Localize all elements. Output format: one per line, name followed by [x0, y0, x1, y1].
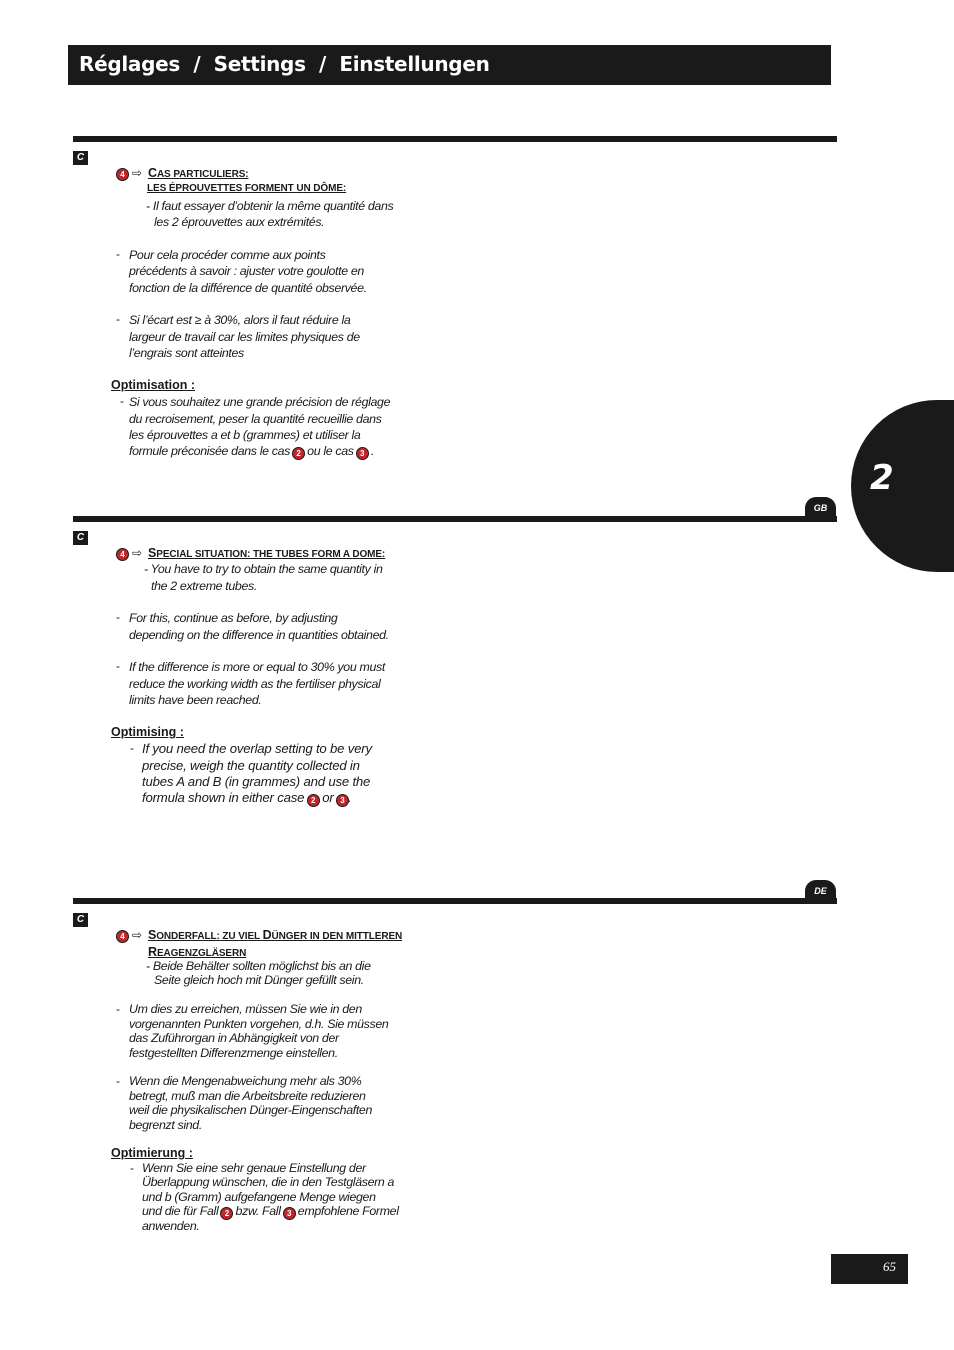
gb-opt-line2: precise, weigh the quantity collected in: [142, 758, 360, 773]
de-b1-line2: vorgenannten Punkten vorgehen, d.h. Sie müssen: [129, 1017, 389, 1031]
bullet-dash: -: [116, 1002, 120, 1016]
gb-intro-line1: - You have to try to obtain the same quantity in: [144, 562, 383, 576]
de-b2-line3: weil die physikalischen Dünger-Eingenschaften: [129, 1103, 373, 1117]
bullet-dash: -: [116, 659, 120, 673]
gb-heading: SPECIAL SITUATION: THE TUBES FORM A DOME:: [148, 546, 386, 560]
case-badge: 2: [221, 1208, 232, 1219]
bullet-dash: -: [116, 610, 120, 624]
de-opt-line1: Wenn Sie eine sehr genaue Einstellung der: [142, 1161, 366, 1175]
de-opt-line4: und die für Fall 2 bzw. Fall 3 empfohlene Formel: [142, 1204, 399, 1218]
bullet-dash: -: [130, 741, 134, 755]
de-b1-line1: Um dies zu erreichen, müssen Sie wie in den: [129, 1002, 362, 1016]
fr-b2-line2: largeur de travail car les limites physiques de: [129, 330, 360, 344]
fr-opt-line2: du recroisement, peser la quantité recueillie dans: [129, 412, 382, 426]
step-badge-fr: 4: [117, 169, 128, 180]
fr-b2-line1: Si l’écart est ≥ à 30%, alors il faut réduire la: [129, 313, 351, 327]
de-optimierung-heading: Optimierung :: [111, 1146, 193, 1160]
arrow-right-icon: ⇨: [132, 928, 143, 942]
arrow-right-icon: ⇨: [132, 166, 143, 180]
de-heading-line1: SONDERFALL: ZU VIEL DÜNGER IN DEN MITTLEREN: [148, 928, 403, 942]
case-badge: 3: [337, 795, 348, 806]
section-letter-de: C: [73, 913, 88, 927]
section-letter-fr: C: [73, 151, 88, 165]
de-opt-line2: Überlappung wünschen, die in den Testgläsern a: [142, 1175, 395, 1189]
fr-optimisation-heading: Optimisation :: [111, 378, 196, 392]
bullet-dash: -: [130, 1161, 134, 1175]
de-heading-line2: REAGENZGLÄSERN: [148, 945, 247, 959]
page-header: [68, 45, 831, 85]
fr-heading-line2: LES ÉPROUVETTES FORMENT UN DÔME:: [147, 183, 347, 194]
de-b2-line2: betregt, muß man die Arbeitsbreite reduzieren: [129, 1089, 366, 1103]
section-letter-gb: C: [73, 531, 88, 545]
gb-b2-line3: limits have been reached.: [129, 693, 262, 707]
bullet-dash: -: [116, 247, 120, 261]
de-b2-line1: Wenn die Mengenabweichung mehr als 30%: [129, 1074, 362, 1088]
de-opt-line3: und b (Gramm) aufgefangene Menge wiegen: [142, 1190, 376, 1204]
de-b1-line3: das Zuführorgan in Abhängigkeit von der: [129, 1031, 339, 1045]
bullet-dash: -: [120, 394, 124, 408]
case-badge: 2: [308, 795, 319, 806]
bullet-dash: -: [116, 1074, 120, 1088]
fr-b1-line2: précédents à savoir : ajuster votre goulotte en: [129, 264, 364, 278]
step-badge-gb: 4: [117, 549, 128, 560]
section-rule-gb: [73, 516, 837, 522]
bullet-dash: -: [116, 312, 120, 326]
gb-optimising-heading: Optimising :: [111, 725, 184, 739]
fr-opt-line4: formule préconisée dans le cas 2 ou le cas 3 .: [129, 444, 374, 458]
gb-opt-line1: If you need the overlap setting to be very: [142, 741, 372, 756]
de-opt-line5: anwenden.: [142, 1219, 200, 1233]
page-number-box: [831, 1254, 908, 1284]
gb-b2-line2: reduce the working width as the fertiliser physical: [129, 677, 381, 691]
fr-heading-line1: CAS PARTICULIERS:: [148, 166, 249, 180]
case-badge: 2: [293, 448, 304, 459]
de-intro-line1: - Beide Behälter sollten möglichst bis an die: [146, 959, 371, 973]
lang-label-de: DE: [805, 880, 836, 902]
chapter-tab: [851, 400, 954, 572]
gb-b1-line1: For this, continue as before, by adjusting: [129, 611, 338, 625]
de-b2-line4: begrenzt sind.: [129, 1118, 202, 1132]
gb-opt-line3: tubes A and B (in grammes) and use the: [142, 774, 371, 789]
arrow-right-icon: ⇨: [132, 546, 143, 560]
fr-opt-line1: Si vous souhaitez une grande précision de réglage: [129, 395, 391, 409]
chapter-number: 2: [870, 458, 894, 498]
fr-b1-line3: fonction de la différence de quantité observée.: [129, 281, 367, 295]
section-rule-de: [73, 898, 837, 904]
gb-b2-line1: If the difference is more or equal to 30% you must: [129, 660, 385, 674]
case-badge: 3: [284, 1208, 295, 1219]
fr-b2-line3: l’engrais sont atteintes: [129, 346, 244, 360]
page-title: Réglages / Settings / Einstellungen: [79, 52, 490, 76]
section-rule-fr: [73, 136, 837, 142]
step-badge-de: 4: [117, 931, 128, 942]
de-intro-line2: Seite gleich hoch mit Dünger gefüllt sein.: [154, 973, 364, 987]
case-badge: 3: [357, 448, 368, 459]
fr-opt-line3: les éprouvettes a et b (grammes) et utiliser la: [129, 428, 361, 442]
fr-b1-line1: Pour cela procéder comme aux points: [129, 248, 326, 262]
fr-intro-line2: les 2 éprouvettes aux extrémités.: [154, 215, 325, 229]
fr-intro-line1: - Il faut essayer d’obtenir la même quantité dans: [146, 199, 394, 213]
gb-opt-line4: formula shown in either case 2 or 3 .: [142, 790, 352, 805]
gb-b1-line2: depending on the difference in quantities obtained.: [129, 628, 389, 642]
page-number: 65: [883, 1259, 896, 1274]
lang-label-gb: GB: [805, 497, 836, 519]
de-b1-line4: festgestellten Differenzmenge einstellen.: [129, 1046, 338, 1060]
gb-intro-line2: the 2 extreme tubes.: [151, 579, 257, 593]
